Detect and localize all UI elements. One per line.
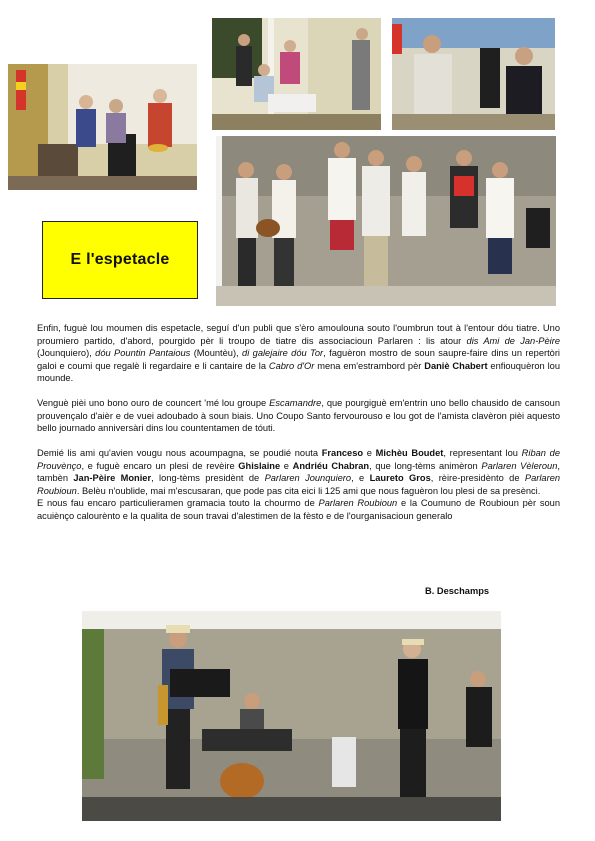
paragraph2-run: Venguè pièi uno bono ouro de councert 'mé lou groupe xyxy=(37,398,270,408)
paragraph3-run: , que long-tèms animèron xyxy=(369,460,482,471)
paragraph1-run: dis Ami de Jan-Pèire xyxy=(466,335,560,346)
article-paragraph-3 xyxy=(37,447,560,497)
paragraph3-run: Jan-Pèire Monier xyxy=(73,473,152,483)
article-body xyxy=(37,322,560,522)
paragraph1-run: dóu Pountin Pantaious xyxy=(95,348,191,358)
paragraph3-run: , e fuguè encaro un plesi de revèire xyxy=(81,460,239,471)
author-signature: B. Deschamps xyxy=(425,586,490,596)
paragraph1-run: Enfin, fuguè lou moumen dis espetacle, seguí d'un publi que s'èro amoulouna souto l'oumbrun tout à l'entour dóu tiatre. Uno proumiero partido, d'abord, pourgido pèr li troupo de tiatre dis associacioun Parlaren : lis atour xyxy=(37,323,560,346)
paragraph3-run: , rèire-presidènto de xyxy=(430,473,525,483)
actors-dialogue-photo xyxy=(392,18,555,130)
paragraph3-run: Parlaren Roubioun xyxy=(37,473,561,496)
paragraph1-run: enfiouquèron lou mounde. xyxy=(37,360,560,383)
paragraph3-run: Laureto Gros xyxy=(369,473,431,483)
theatre-scene-photo xyxy=(212,18,381,130)
paragraph2-run: Escamandre xyxy=(269,398,322,408)
paragraph3-run: Michèu Boudet xyxy=(375,448,444,458)
paragraph1-run: (Jounquiero), xyxy=(37,348,96,358)
article-paragraph-2 xyxy=(37,397,560,435)
paragraph3-run: Parlaren Jounquiero xyxy=(264,473,352,483)
paragraph3-run: Demié lis ami qu'avien vougu nous acoumpagna, se poudié nouta xyxy=(37,448,322,458)
paragraph4-run: e la Coumuno de Roubioun pèr soun acuiènço calourènto e la qualita de soun travai d'alestimen de la fèsto e de l'ourganisacioun generalo xyxy=(37,498,560,521)
paragraph1-run: Cabro d'Or xyxy=(268,360,315,371)
paragraph3-run: , representant lou xyxy=(443,448,522,458)
paragraph2-run: , que pourgiguè em'entrin uno bello chausido de cansoun prouvençalo d'aièr e de vuei adoubado à soun biais. Uno Coupo Santo fervourouso e lou got de l'amista clavèron pièi aquesto bello journado anniversàri dins lou countentamen de tóuti. xyxy=(37,398,560,433)
section-title-box xyxy=(42,221,198,299)
paragraph3-run: . Belèu n'oublide, mai m'escusaran, que pode pas cita eici li 125 ami que nous faguèron lou plesi de sa presènci. xyxy=(76,485,541,496)
paragraph3-run: Ghislaine xyxy=(238,460,281,471)
paragraph4-run: Parlaren Roubioun xyxy=(318,498,398,508)
section-title: E l'espetacle xyxy=(70,251,170,268)
choir-singers-photo xyxy=(216,136,556,306)
band-concert-photo xyxy=(82,611,501,821)
paragraph4-run: E nous fau encaro particulieramen gramacia touto la chourmo de xyxy=(37,498,319,508)
paragraph3-run: Riban de Prouvènço xyxy=(37,448,560,471)
paragraph3-run: e xyxy=(363,448,376,458)
article-paragraph-1 xyxy=(37,322,560,385)
paragraph1-run: (Mountèu), xyxy=(190,348,243,358)
paragraph3-run: , long-tèms presidènt de xyxy=(151,473,265,483)
paragraph1-run: Daniè Chabert xyxy=(424,360,488,371)
paragraph1-run: , faguèron mostro de soun saupre-faire dins un repertòri galoi e coumi que regalè li regardaire e li cantaire de la xyxy=(37,348,560,371)
paragraph1-run: di galejaire dóu Tor xyxy=(242,348,324,358)
paragraph3-run: Andriéu Chabran xyxy=(292,460,370,471)
paragraph3-run: Parlaren Vèleroun xyxy=(481,460,558,471)
paragraph3-run: Franceso xyxy=(321,448,364,458)
paragraph3-run: e xyxy=(280,460,293,471)
paragraph3-run: , e xyxy=(351,473,370,483)
paragraph1-run: mena em'estrambord pèr xyxy=(314,360,425,371)
article-paragraph-4 xyxy=(37,497,560,522)
paragraph3-run: , tambèn xyxy=(37,460,560,483)
performers-stage-photo xyxy=(8,64,197,190)
